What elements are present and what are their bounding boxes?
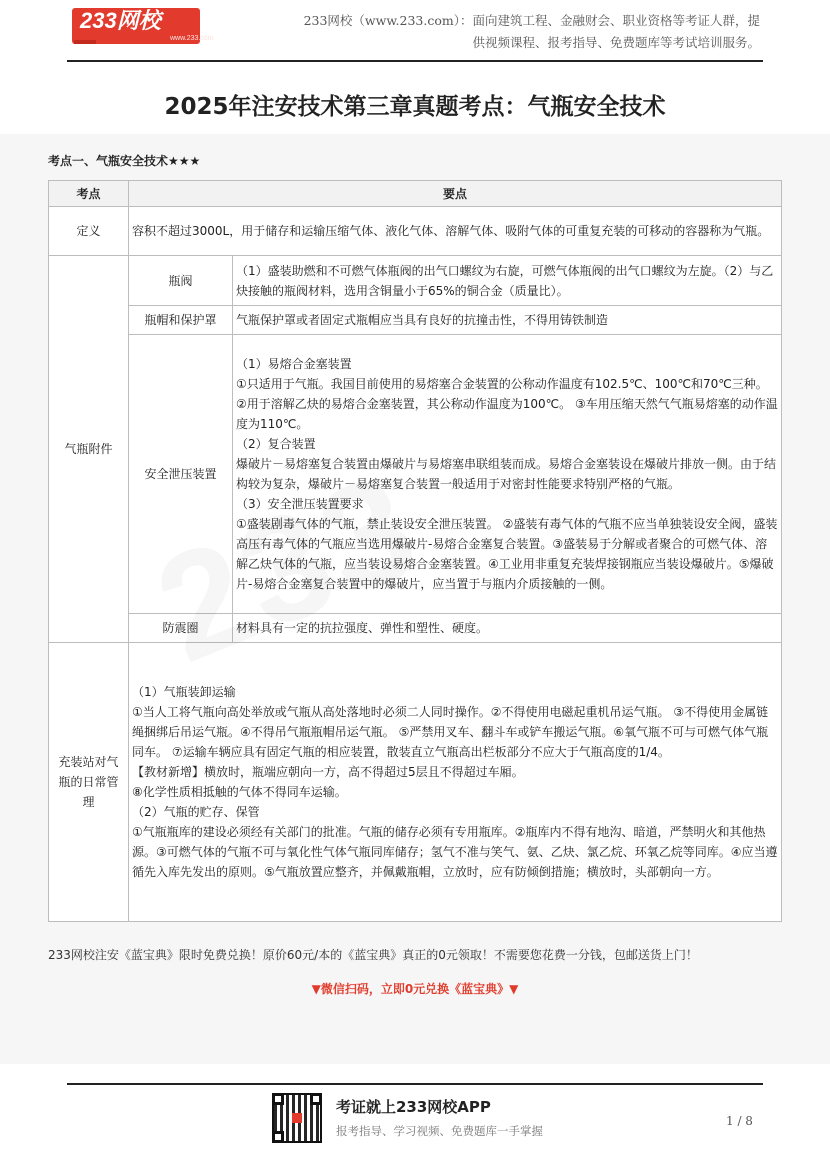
daily-line: ①当人工将气瓶向高处举放或气瓶从高处落地时必须二人同时操作。②不得使用电磁起重机吊运气瓶。 ③不得使用金属链绳捆绑后吊运气瓶。④不得吊气瓶瓶帽吊运气瓶。 ⑤严禁用叉车、翻斗车或铲车搬运气瓶。⑥氧气瓶不可与可燃气体气瓶同车。 ⑦运输车辆应具有固定气瓶的相应装置，散装直立气瓶高出栏板部分不应大于气瓶高度的1/4。: [132, 705, 769, 759]
valve-text: （1）盛装助燃和不可燃气体瓶阀的出气口螺纹为右旋，可燃气体瓶阀的出气口螺纹为左旋。（2）与乙炔接触的瓶阀材料，选用含铜量小于65%的铜合金（质量比）。: [233, 256, 782, 306]
table-row: [49, 643, 782, 922]
logo-accent: [74, 40, 96, 44]
row-label-definition: 定义: [49, 207, 129, 256]
sub-label-shockproof: 防震圈: [129, 614, 233, 643]
daily-line: ①气瓶瓶库的建设必须经有关部门的批准。气瓶的储存必须有专用瓶库。②瓶库内不得有地沟、暗道，严禁明火和其他热源。③可燃气体的气瓶不可与氧化性气体气瓶同库储存；氢气不准与笑气、氨、乙炔、氯乙烷、环氧乙烷等同库。④应当遵循先入库先发出的原则。⑤气瓶放置应整齐，并佩戴瓶帽，立放时，应有防倾倒措施；横放时，头部朝向一方。: [132, 825, 778, 879]
header-tagline-line1: 233网校（www.233.com）：面向建筑工程、金融财会、职业资格等考证人群，提: [303, 13, 760, 28]
promo-cta[interactable]: ▼微信扫码，立即0元兑换《蓝宝典》▼: [311, 982, 519, 996]
table-row: [49, 306, 782, 335]
relief-line: 爆破片－易熔塞复合装置由爆破片与易熔塞串联组装而成。易熔合金塞装设在爆破片排放一侧。由于结构较为复杂，爆破片－易熔塞复合装置一般适用于对密封性能要求特别严格的气瓶。: [236, 457, 777, 491]
table-row: [49, 256, 782, 306]
relief-line: （2）复合装置: [236, 437, 316, 451]
relief-line: （3）安全泄压装置要求: [236, 497, 364, 511]
relief-line: （1）易熔合金塞装置: [236, 357, 352, 371]
sub-label-valve: 瓶阀: [129, 256, 233, 306]
header-tagline-line2: 供视频课程、报考指导、免费题库等考试培训服务。: [472, 35, 760, 50]
footer-subtitle: 报考指导、学习视频、免费题库一手掌握: [336, 1124, 543, 1138]
relief-line: ①盛装剧毒气体的气瓶，禁止装设安全泄压装置。 ②盛装有毒气体的气瓶不应当单独装设安全阀，盛装高压有毒气体的气瓶应当选用爆破片-易熔合金塞复合装置。③盛装易于分解或者聚合的可燃气体、溶解乙炔气体的气瓶，应当装设易熔合金塞装置。④工业用非重复充装焊接钢瓶应当装设爆破片。⑤爆破片-易熔合金塞复合装置中的爆破片，应当置于与瓶内介质接触的一侧。: [236, 517, 778, 591]
section-title: 考点一、气瓶安全技术★★★: [48, 154, 201, 168]
relief-line: ①只适用于气瓶。我国目前使用的易熔塞合金装置的公称动作温度有102.5℃、100℃和70℃三种。 ②用于溶解乙炔的易熔合金塞装置，其公称动作温度为100℃。 ③车用压缩天然气气瓶易熔塞的动作温度为110℃。: [236, 377, 778, 431]
header-tagline: [280, 10, 760, 54]
row-label-accessories: 气瓶附件: [49, 256, 129, 643]
daily-line: （2）气瓶的贮存、保管: [132, 805, 260, 819]
footer-divider: [67, 1083, 763, 1085]
page-header: [0, 0, 830, 70]
page-number: 1 / 8: [726, 1114, 753, 1128]
column-header-points: 要点: [129, 181, 782, 207]
shockproof-text: 材料具有一定的抗拉强度、弹性和塑性、硬度。: [233, 614, 782, 643]
column-header-topic: 考点: [49, 181, 129, 207]
knowledge-table: [48, 180, 782, 922]
sub-label-cap: 瓶帽和保护罩: [129, 306, 233, 335]
brand-logo[interactable]: [72, 8, 214, 44]
table-row: [49, 335, 782, 614]
daily-line: （1）气瓶装卸运输: [132, 685, 236, 699]
qr-code[interactable]: [272, 1093, 322, 1143]
table-row: [49, 614, 782, 643]
definition-text: 容积不超过3000L，用于储存和运输压缩气体、液化气体、溶解气体、吸附气体的可重复充装的可移动的容器称为气瓶。: [129, 207, 782, 256]
table-row: [49, 207, 782, 256]
sub-label-relief: 安全泄压装置: [129, 335, 233, 614]
promo-text: 233网校注安《蓝宝典》限时免费兑换！原价60元/本的《蓝宝典》真正的0元领取！不需要您花费一分钱，包邮送货上门！: [48, 948, 698, 962]
daily-line: 【教材新增】横放时，瓶端应朝向一方，高不得超过5层且不得超过车厢。: [132, 765, 524, 779]
daily-text: [129, 643, 782, 922]
footer-title: 考证就上233网校APP: [336, 1098, 491, 1116]
logo-url: www.233.com: [170, 35, 214, 42]
cap-text: 气瓶保护罩或者固定式瓶帽应当具有良好的抗撞击性，不得用铸铁制造: [233, 306, 782, 335]
table-header-row: [49, 181, 782, 207]
daily-line: ⑧化学性质相抵触的气体不得同车运输。: [132, 785, 347, 799]
relief-text: [233, 335, 782, 614]
logo-text: 233网校: [80, 8, 161, 33]
row-label-daily: 充装站对气瓶的日常管理: [49, 643, 129, 922]
page-title: 2025年注安技术第三章真题考点：气瓶安全技术: [164, 94, 666, 120]
header-divider: [67, 60, 763, 62]
